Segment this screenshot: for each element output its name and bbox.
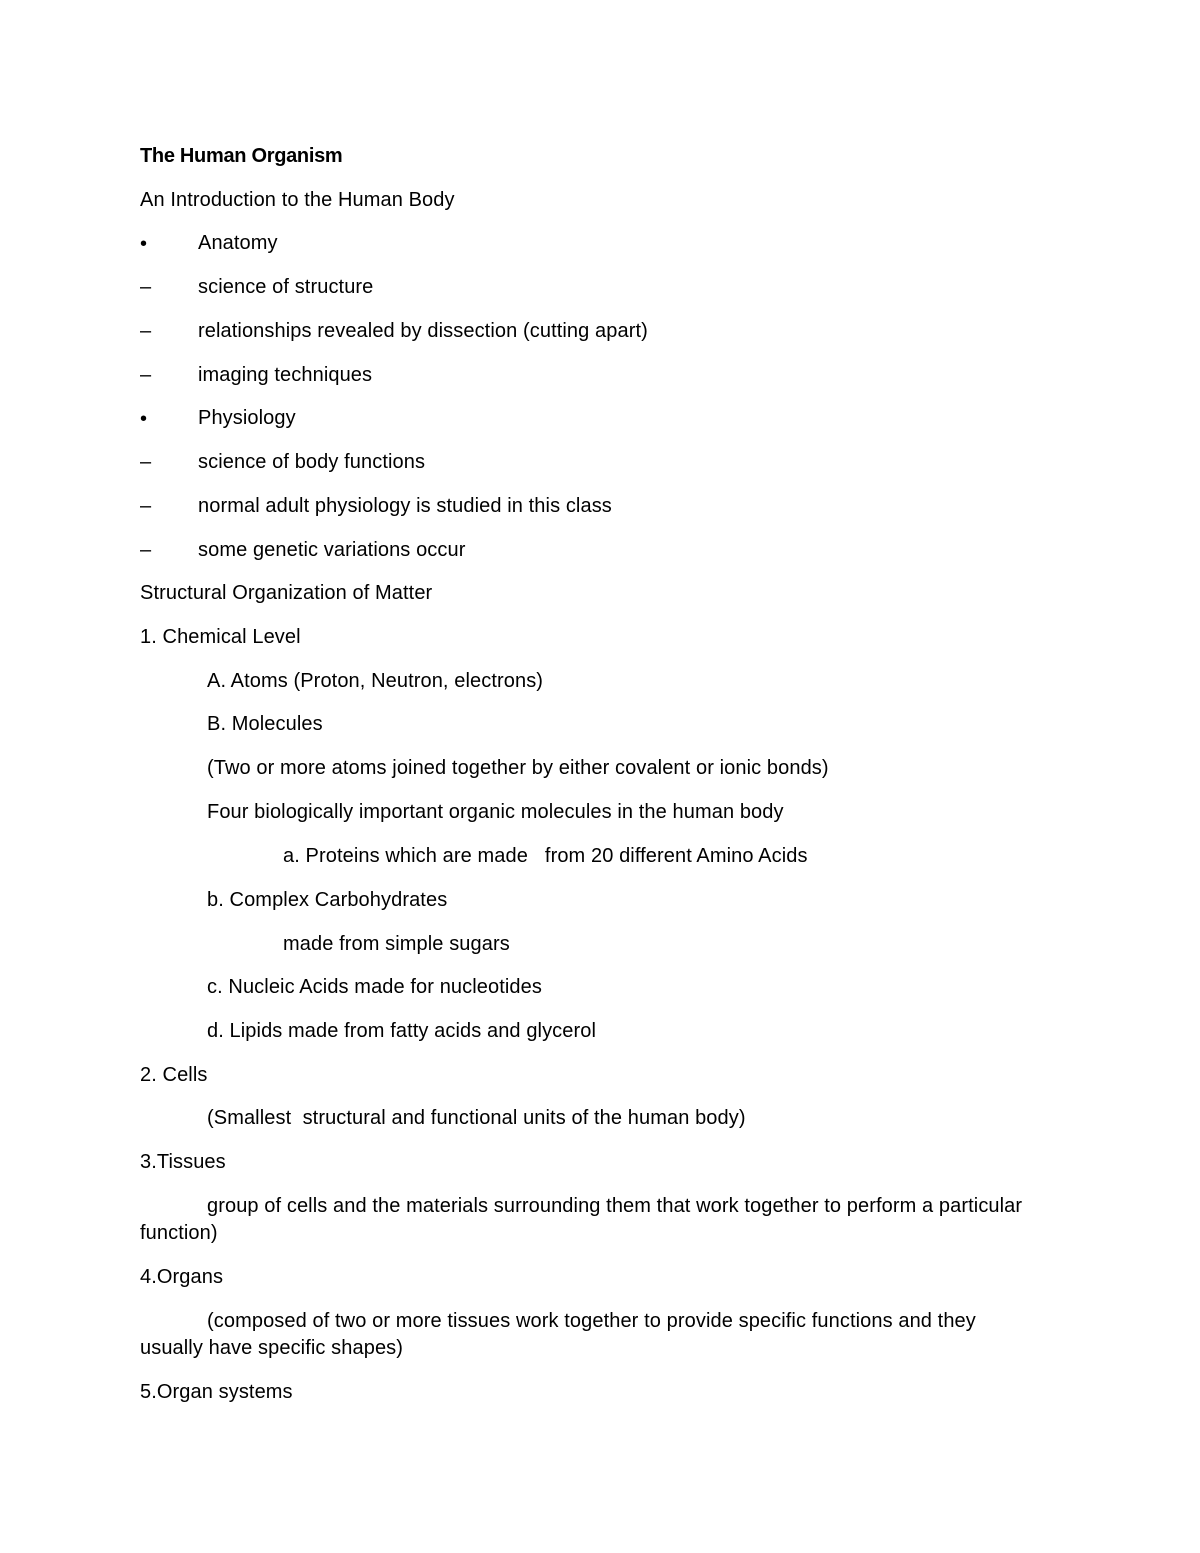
list-item: B. Molecules: [207, 713, 323, 735]
level-heading: 2. Cells: [140, 1064, 208, 1086]
level-heading: 4.Organs: [140, 1266, 224, 1288]
note-text: made from simple sugars: [283, 933, 510, 955]
list-item: a. Proteins which are made from 20 different Amino Acids: [283, 845, 808, 867]
list-item: science of body functions: [198, 451, 426, 473]
list-item: Physiology: [198, 407, 296, 429]
dash-marker: –: [140, 364, 152, 386]
list-item: science of structure: [198, 276, 374, 298]
bullet-marker: •: [140, 408, 148, 430]
dash-marker: –: [140, 320, 152, 342]
note-text: (Two or more atoms joined together by either covalent or ionic bonds): [207, 757, 829, 779]
dash-marker: –: [140, 539, 152, 561]
list-item: some genetic variations occur: [198, 539, 466, 561]
paragraph-text: group of cells and the materials surrounding them that work together to perform a particular function): [140, 1195, 1023, 1244]
section-heading: Structural Organization of Matter: [140, 582, 433, 604]
document-subtitle: An Introduction to the Human Body: [140, 189, 455, 211]
list-item: relationships revealed by dissection (cutting apart): [198, 320, 648, 342]
list-item: d. Lipids made from fatty acids and glycerol: [207, 1020, 597, 1042]
level-heading: 3.Tissues: [140, 1151, 226, 1173]
list-item: Anatomy: [198, 232, 278, 254]
list-item: c. Nucleic Acids made for nucleotides: [207, 976, 542, 998]
list-item: imaging techniques: [198, 364, 373, 386]
level-heading: 1. Chemical Level: [140, 626, 301, 648]
dash-marker: –: [140, 451, 152, 473]
list-item: A. Atoms (Proton, Neutron, electrons): [207, 670, 544, 692]
note-text: (Smallest structural and functional units of the human body): [207, 1107, 746, 1129]
paragraph-text: Four biologically important organic molecules in the human body: [207, 801, 784, 823]
dash-marker: –: [140, 276, 152, 298]
dash-marker: –: [140, 495, 152, 517]
level-heading: 5.Organ systems: [140, 1381, 293, 1403]
paragraph-text: (composed of two or more tissues work together to provide specific functions and they usually have specific shapes): [140, 1310, 976, 1359]
document-title: The Human Organism: [140, 145, 343, 167]
list-item: b. Complex Carbohydrates: [207, 889, 448, 911]
bullet-marker: •: [140, 233, 148, 255]
list-item: normal adult physiology is studied in this class: [198, 495, 612, 517]
